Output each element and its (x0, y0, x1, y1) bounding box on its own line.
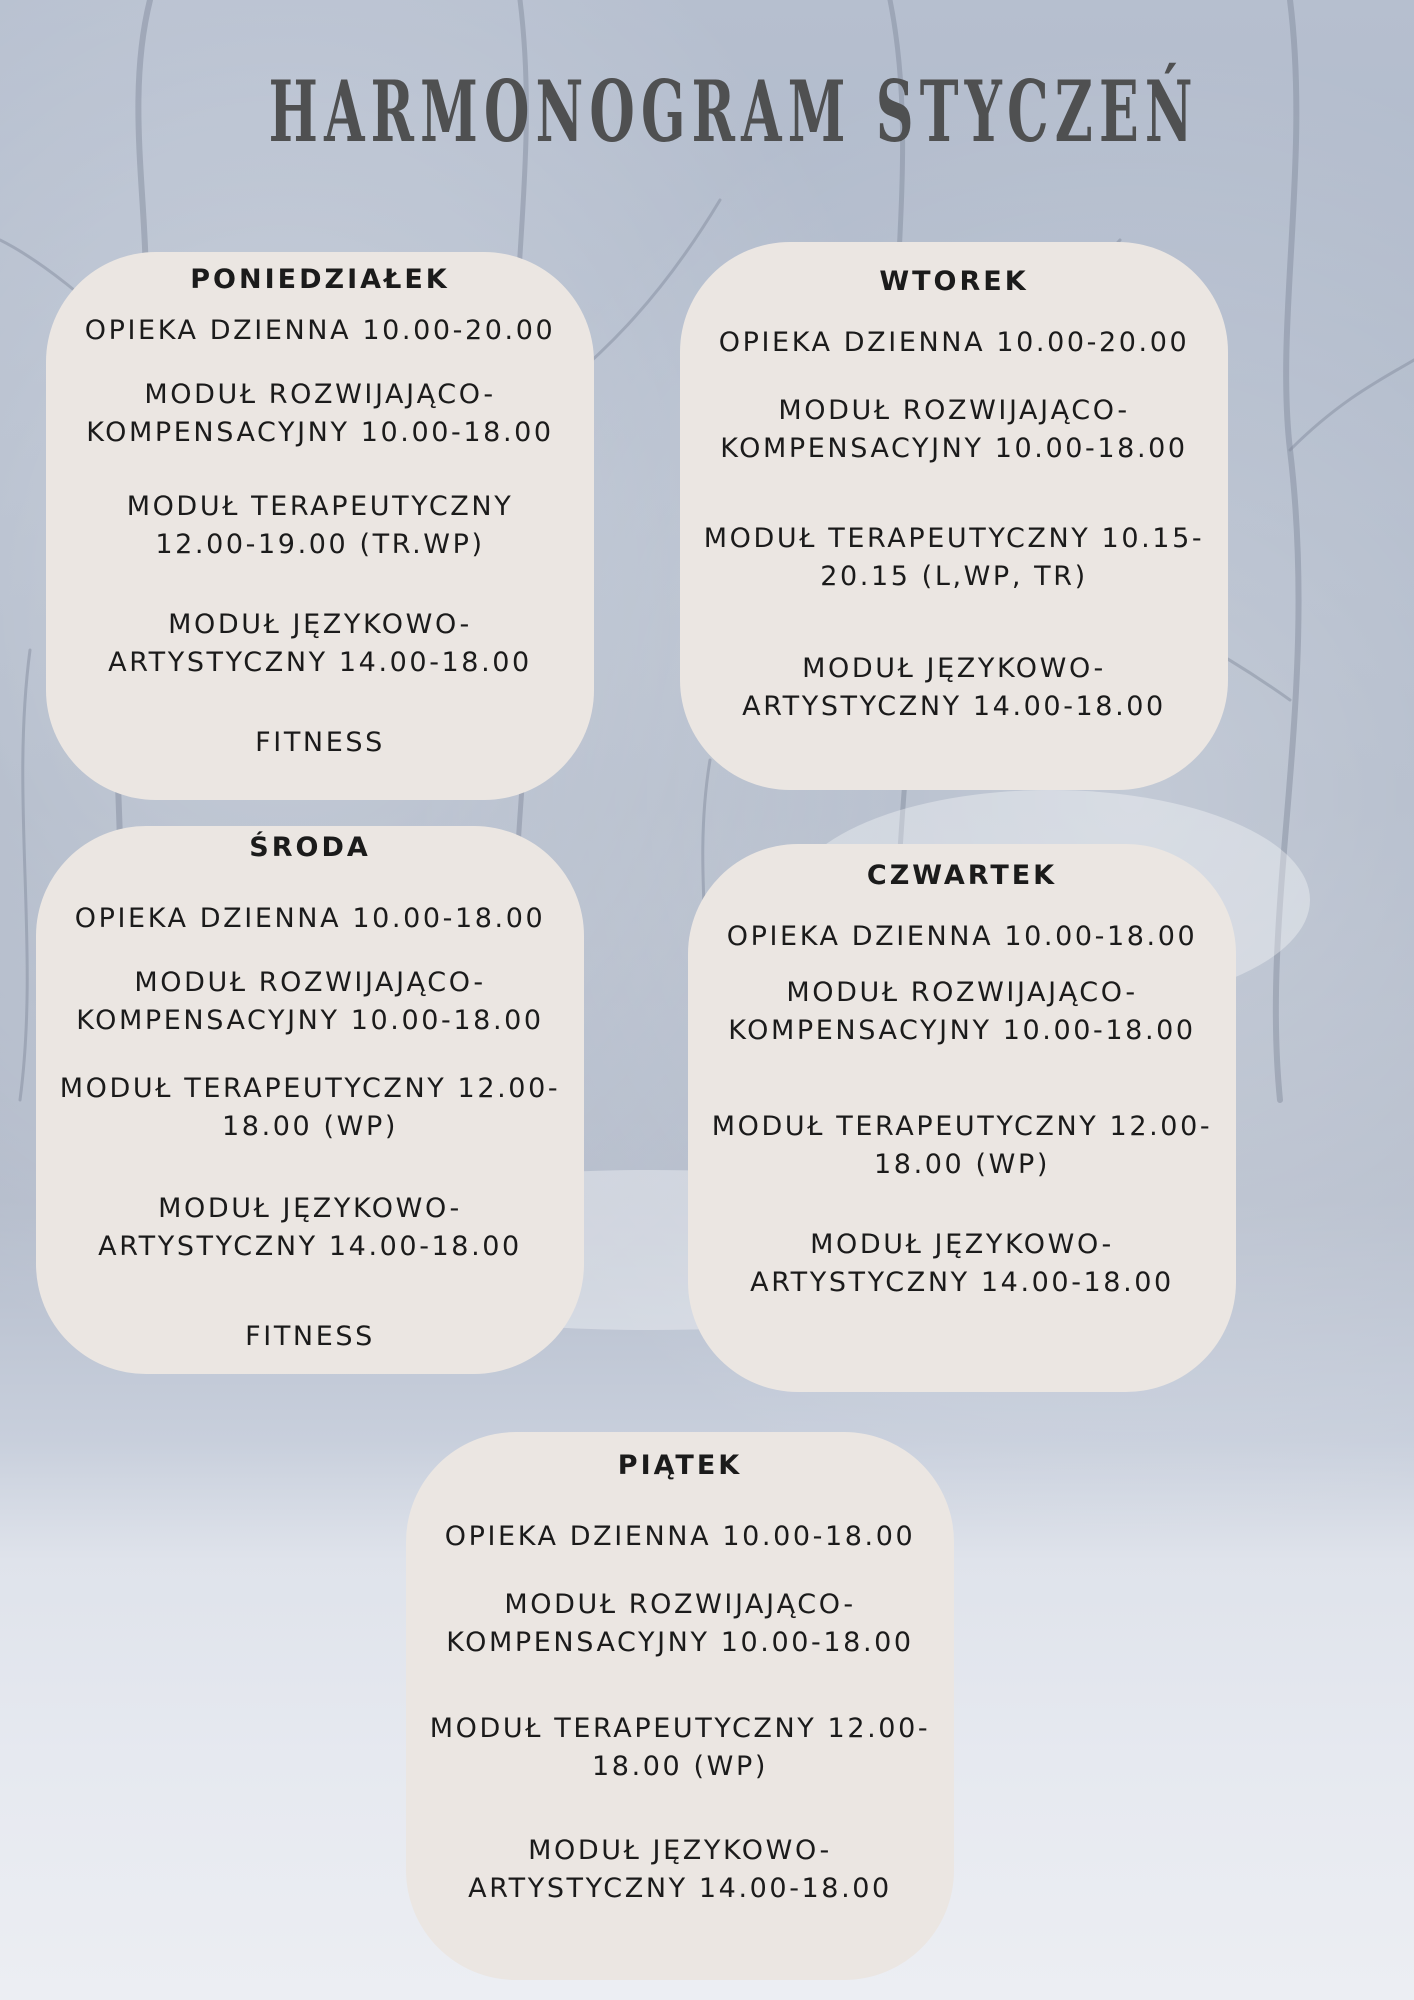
schedule-item: MODUŁ JĘZYKOWO- ARTYSTYCZNY 14.00-18.00 (468, 1835, 892, 1904)
schedule-item: FITNESS (255, 727, 385, 758)
schedule-item: MODUŁ ROZWIJAJĄCO- KOMPENSACYJNY 10.00-18.00 (720, 395, 1188, 464)
schedule-item: MODUŁ JĘZYKOWO- ARTYSTYCZNY 14.00-18.00 (108, 609, 532, 678)
schedule-item: OPIEKA DZIENNA 10.00-18.00 (74, 903, 546, 934)
schedule-item: MODUŁ TERAPEUTYCZNY 10.15- 20.15 (L,WP, TR) (703, 523, 1205, 592)
schedule-item: MODUŁ TERAPEUTYCZNY 12.00- 18.00 (WP) (429, 1713, 931, 1782)
day-card-wednesday (36, 826, 584, 1374)
schedule-item: OPIEKA DZIENNA 10.00-18.00 (726, 921, 1198, 952)
day-card-tuesday (680, 242, 1228, 790)
page-title: HARMONOGRAM STYCZEŃ (268, 62, 1199, 161)
schedule-item: MODUŁ TERAPEUTYCZNY 12.00-19.00 (TR.WP) (126, 491, 514, 560)
schedule-item: MODUŁ JĘZYKOWO- ARTYSTYCZNY 14.00-18.00 (98, 1193, 522, 1262)
schedule-item: MODUŁ TERAPEUTYCZNY 12.00- 18.00 (WP) (711, 1111, 1213, 1180)
day-card-thursday (688, 844, 1236, 1392)
schedule-item: OPIEKA DZIENNA 10.00-18.00 (444, 1521, 916, 1552)
schedule-item: OPIEKA DZIENNA 10.00-20.00 (718, 327, 1190, 358)
schedule-item: FITNESS (245, 1321, 375, 1352)
schedule-item: MODUŁ TERAPEUTYCZNY 12.00- 18.00 (WP) (59, 1073, 561, 1142)
day-heading: PONIEDZIAŁEK (190, 264, 450, 295)
day-card-friday (406, 1432, 954, 1980)
schedule-item: MODUŁ JĘZYKOWO- ARTYSTYCZNY 14.00-18.00 (742, 653, 1166, 722)
day-heading: CZWARTEK (866, 860, 1058, 891)
schedule-item: MODUŁ ROZWIJAJĄCO- KOMPENSACYJNY 10.00-18.00 (728, 977, 1196, 1046)
day-heading: ŚRODA (249, 832, 371, 863)
day-heading: PIĄTEK (617, 1450, 743, 1481)
schedule-item: MODUŁ ROZWIJAJĄCO- KOMPENSACYJNY 10.00-18.00 (86, 379, 554, 448)
schedule-item: MODUŁ JĘZYKOWO- ARTYSTYCZNY 14.00-18.00 (750, 1229, 1174, 1298)
schedule-item: OPIEKA DZIENNA 10.00-20.00 (84, 315, 556, 346)
schedule-item: MODUŁ ROZWIJAJĄCO- KOMPENSACYJNY 10.00-18.00 (446, 1589, 914, 1658)
day-card-monday (46, 252, 594, 800)
day-heading: WTOREK (879, 266, 1029, 297)
schedule-item: MODUŁ ROZWIJAJĄCO- KOMPENSACYJNY 10.00-18.00 (76, 967, 544, 1036)
